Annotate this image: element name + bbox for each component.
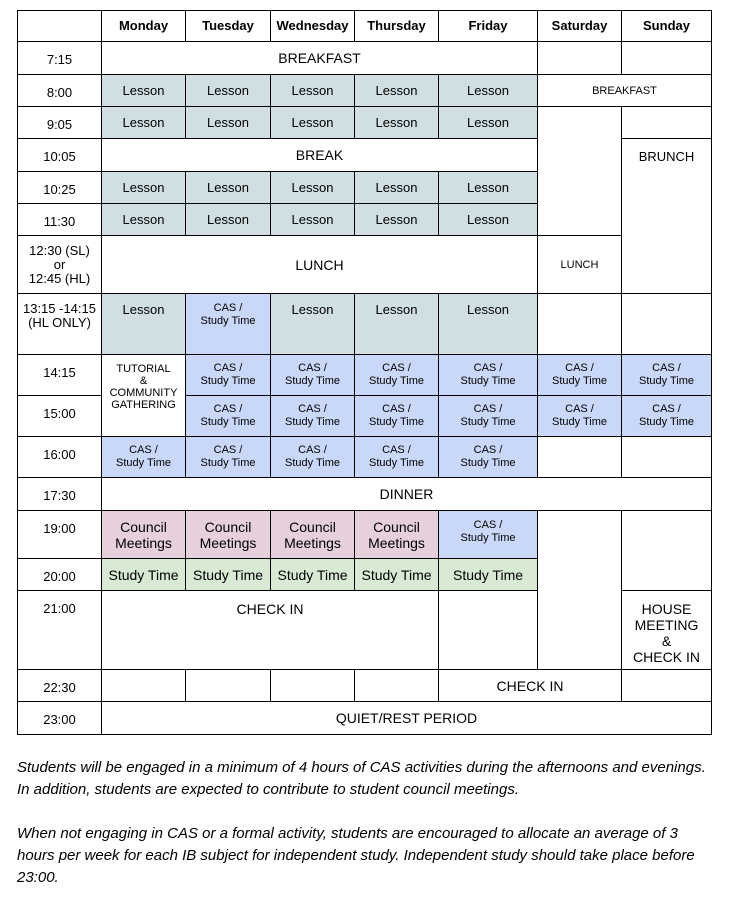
empty-cell [538,437,622,478]
lunch-saturday-cell: LUNCH [538,236,622,294]
lesson-cell: Lesson [355,294,439,355]
weekly-timetable [17,10,712,735]
empty-cell [622,670,712,702]
study-line: Study Time [638,375,695,387]
row-0800 [18,75,712,107]
check-in-weekend-cell: CHECK IN [439,670,622,702]
time-line: (HL ONLY) [28,315,91,330]
study-time-cell: Study Time [102,559,186,591]
header-friday: Friday [439,11,538,42]
cas-study-cell [355,437,439,478]
lesson-cell: Lesson [439,75,538,107]
row-1315 [18,294,712,355]
header-corner-cell [18,11,102,42]
time-cell: 9:05 [18,107,102,139]
study-line: Study Time [200,416,256,428]
dinner-cell: DINNER [102,478,712,511]
lesson-cell: Lesson [271,172,355,204]
study-time-cell: Study Time [186,559,271,591]
ampersand-line: & [139,375,148,387]
time-cell: 11:30 [18,204,102,236]
friday-night-empty [439,591,538,670]
empty-cell [622,42,712,75]
house-meeting-cell [622,591,712,670]
study-line: Study Time [200,375,256,387]
council-line: Council [204,518,252,535]
lesson-cell: Lesson [186,75,271,107]
study-line: Study Time [551,375,608,387]
row-2230 [18,670,712,702]
empty-cell [355,670,439,702]
meetings-line: Meetings [115,534,172,551]
brunch-cell: BRUNCH [622,139,712,294]
cas-study-cell [439,511,538,559]
time-line: or [53,257,66,272]
header-saturday: Saturday [538,11,622,42]
empty-cell [622,107,712,139]
sunday-evening-empty [622,511,712,591]
meetings-line: Meetings [368,534,425,551]
empty-cell [622,294,712,355]
lesson-cell: Lesson [102,172,186,204]
meetings-line: Meetings [199,534,257,551]
cas-line: CAS / [565,362,594,374]
lesson-cell: Lesson [186,204,271,236]
time-cell: 16:00 [18,437,102,478]
cas-line: CAS / [213,444,243,456]
council-line: Council [289,518,336,535]
lesson-cell: Lesson [271,107,355,139]
council-line: Council [120,518,167,535]
header-sunday: Sunday [622,11,712,42]
study-line: Study Time [200,315,256,327]
row-1600 [18,437,712,478]
cas-line: CAS / [652,403,681,415]
cas-study-cell [271,396,355,437]
time-cell: 23:00 [18,702,102,735]
time-cell: 17:30 [18,478,102,511]
lesson-cell: Lesson [355,172,439,204]
study-line: Study Time [460,375,516,387]
time-cell: 8:00 [18,75,102,107]
lesson-cell: Lesson [271,75,355,107]
time-cell: 19:00 [18,511,102,559]
cas-study-cell [271,437,355,478]
header-tuesday: Tuesday [186,11,271,42]
meetings-line: Meetings [284,534,341,551]
cas-study-cell [186,437,271,478]
council-meetings-cell [355,511,439,559]
tutorial-line: TUTORIAL [116,363,171,375]
header-thursday: Thursday [355,11,439,42]
cas-study-cell [439,437,538,478]
cas-study-cell [271,355,355,396]
study-line: Study Time [368,457,425,469]
council-meetings-cell [271,511,355,559]
saturday-morning-empty [538,107,622,236]
study-line: Study Time [284,375,341,387]
cas-study-cell [186,355,271,396]
empty-cell [102,670,186,702]
study-line: Study Time [368,375,425,387]
quiet-rest-period-cell: QUIET/REST PERIOD [102,702,712,735]
study-line: Study Time [115,457,172,469]
cas-line: CAS / [382,403,411,415]
row-1230 [18,236,712,294]
cas-line: CAS / [652,362,681,374]
lesson-cell: Lesson [439,172,538,204]
study-line: Study Time [460,532,516,544]
lesson-cell: Lesson [186,172,271,204]
study-line: Study Time [284,457,341,469]
cas-study-cell [538,355,622,396]
header-monday: Monday [102,11,186,42]
lesson-cell: Lesson [271,294,355,355]
study-line: Study Time [460,457,516,469]
time-cell-lunch [18,236,102,294]
tutorial-community-cell [102,355,186,437]
cas-line: CAS / [213,302,243,314]
cas-study-cell [186,396,271,437]
cas-study-cell [439,355,538,396]
study-line: Study Time [551,416,608,428]
row-1730 [18,478,712,511]
time-cell-hl [18,294,102,355]
house-line: HOUSE [641,601,692,617]
time-cell: 10:25 [18,172,102,204]
lesson-cell: Lesson [271,204,355,236]
study-time-cell: Study Time [439,559,538,591]
breakfast-weekend-cell: BREAKFAST [538,75,712,107]
cas-study-cell [355,396,439,437]
lunch-weekday-cell: LUNCH [102,236,538,294]
empty-cell [622,437,712,478]
study-line: Study Time [638,416,695,428]
break-cell: BREAK [102,139,538,172]
meeting-line: MEETING [634,617,699,633]
community-line: COMMUNITY [109,387,178,399]
cas-line: CAS / [473,403,503,415]
empty-cell [538,42,622,75]
lesson-cell: Lesson [355,75,439,107]
saturday-evening-empty [538,511,622,670]
cas-line: CAS / [298,444,327,456]
row-0905 [18,107,712,139]
time-cell: 7:15 [18,42,102,75]
cas-line: CAS / [565,403,594,415]
time-cell: 14:15 [18,355,102,396]
study-time-cell: Study Time [271,559,355,591]
cas-study-cell [439,396,538,437]
cas-study-cell [102,437,186,478]
notes-section [17,757,717,889]
time-line: 13:15 -14:15 [22,301,96,316]
time-cell: 15:00 [18,396,102,437]
time-cell: 10:05 [18,139,102,172]
row-1415 [18,355,712,396]
empty-cell [186,670,271,702]
check-in-line: CHECK IN [633,649,700,665]
time-cell: 20:00 [18,559,102,591]
row-1900 [18,511,712,559]
cas-study-cell [622,396,712,437]
lesson-cell: Lesson [102,107,186,139]
council-meetings-cell [102,511,186,559]
council-meetings-cell [186,511,271,559]
gathering-line: GATHERING [111,399,176,411]
header-wednesday: Wednesday [271,11,355,42]
cas-study-cell [622,355,712,396]
study-line: Study Time [368,416,425,428]
cas-line: CAS / [473,362,503,374]
ampersand-line: & [661,633,672,649]
cas-line: CAS / [129,444,158,456]
row-0715 [18,42,712,75]
cas-note-paragraph: Students will be engaged in a minimum of 4 hours of CAS activities during the afternoons and evenings. In addition, students are expected to contribute to student council meetings. [17,759,706,798]
cas-study-cell [355,355,439,396]
lesson-cell: Lesson [355,204,439,236]
lesson-cell: Lesson [439,294,538,355]
cas-line: CAS / [298,403,327,415]
lesson-cell: Lesson [439,204,538,236]
lesson-cell: Lesson [186,107,271,139]
time-cell: 22:30 [18,670,102,702]
cas-line: CAS / [382,444,411,456]
cas-study-cell [186,294,271,355]
study-line: Study Time [460,416,516,428]
cas-line: CAS / [382,362,411,374]
lesson-cell: Lesson [102,294,186,355]
council-line: Council [373,518,420,535]
lesson-cell: Lesson [102,75,186,107]
cas-line: CAS / [473,519,503,531]
empty-cell [538,294,622,355]
study-line: Study Time [200,457,256,469]
study-line: Study Time [284,416,341,428]
study-time-cell: Study Time [355,559,439,591]
cas-line: CAS / [473,444,503,456]
time-cell: 21:00 [18,591,102,670]
lesson-cell: Lesson [102,204,186,236]
cas-line: CAS / [213,362,243,374]
cas-study-cell [538,396,622,437]
lesson-cell: Lesson [355,107,439,139]
cas-line: CAS / [298,362,327,374]
time-line: 12:30 (SL) [29,243,90,258]
empty-cell [271,670,355,702]
lesson-cell: Lesson [439,107,538,139]
independent-study-note-paragraph: When not engaging in CAS or a formal activity, students are encouraged to allocate an average of 3 hours per week for each IB subject for independent study. Independent study should take place before 23:00. [17,825,695,886]
cas-line: CAS / [213,403,243,415]
check-in-weekday-cell: CHECK IN [102,591,439,670]
breakfast-weekday-cell: BREAKFAST [102,42,538,75]
header-row [18,11,712,42]
time-line: 12:45 (HL) [28,271,91,286]
row-2300 [18,702,712,735]
